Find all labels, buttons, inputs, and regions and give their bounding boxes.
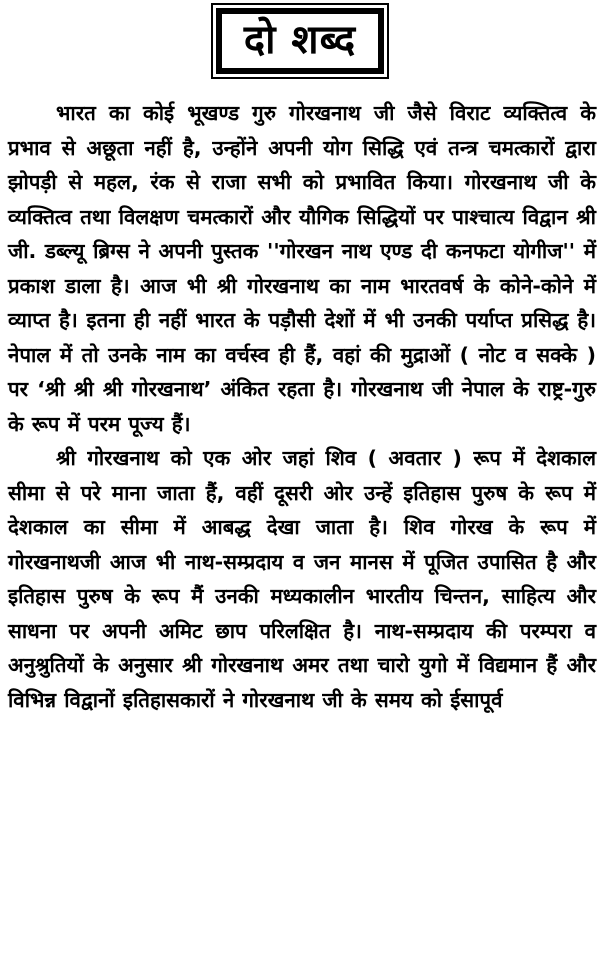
paragraph-2: श्री गोरखनाथ को एक ओर जहां शिव ( अवतार ) रूप में देशकाल सीमा से परे माना जाता हैं, वहीं दूसरी ओर उन्हें इतिहास पुरुष के रूप में देशकाल का सीमा में आबद्ध देखा जाता है। शिव गोरख के रूप में गोरखनाथजी आज भी नाथ-सम्प्रदाय व जन मानस में पूजित उपासित है और इतिहास पुरुष के रूप मैं उनकी मध्यकालीन भारतीय चिन्तन, साहित्य और साधना पर अपनी अमिट छाप परिलक्षित है। नाथ-सम्प्रदाय की परम्परा व अनुश्रुतियों के अनुसार श्री गोरखनाथ अमर तथा चारो युगो में विद्यमान हैं और विभिन्न विद्वानों इतिहासकारों ने गोरखनाथ जी के समय को ईसापूर्व (8, 446, 596, 712)
paragraph-1: भारत का कोई भूखण्ड गुरु गोरखनाथ जी जैसे विराट व्यक्तित्व के प्रभाव से अछूता नहीं है, उन्होंने अपनी योग सिद्धि एवं तन्त्र चमत्कारों द्वारा झोपड़ी से महल, रंक से राजा सभी को प्रभावित किया। गोरखनाथ जी के व्यक्तित्व तथा विलक्षण चमत्कारों और यौगिक सिद्धियों पर पाश्चात्य विद्वान श्री जी. डब्ल्यू ब्रिग्स ने अपनी पुस्तक ''गोरखन नाथ एण्ड दी कनफटा योगीज'' में प्रकाश डाला है। आज भी श्री गोरखनाथ का नाम भारतवर्ष के कोने-कोने में व्याप्त है। इतना ही नहीं भारत के पड़ौसी देशों में भी उनकी पर्याप्त प्रसिद्ध है। नेपाल में तो उनके नाम का वर्चस्व ही हैं, वहां की मुद्राओं ( नोट व सक्के ) पर ‘श्री श्री श्री गोरखनाथ’ अंकित रहता है। गोरखनाथ जी नेपाल के राष्ट्र-गुरु के रूप में परम पूज्य हैं। (8, 101, 596, 436)
title-container (0, 8, 600, 74)
document-body (8, 96, 596, 717)
page-title: दो शब्द (216, 8, 384, 74)
